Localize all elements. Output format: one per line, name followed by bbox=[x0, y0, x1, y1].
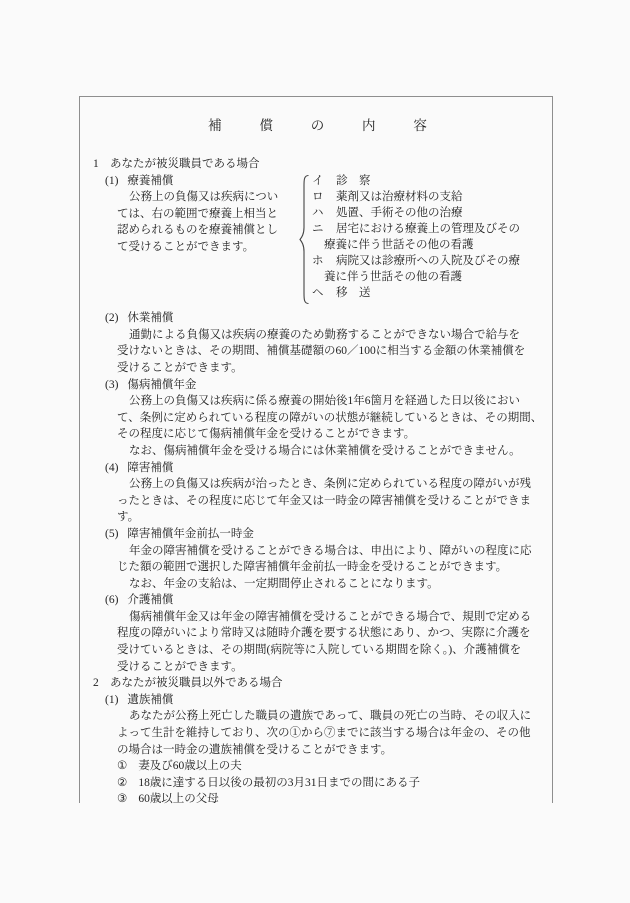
scope-list bbox=[312, 173, 520, 301]
list-item-label: 18歳に達する日以後の最初の3月31日までの間にある子 bbox=[138, 776, 421, 789]
section-number: (4) bbox=[105, 461, 119, 474]
scope-list-item bbox=[312, 221, 520, 253]
paragraph-line: 受けているときは、その期間(病院等に入院している期間を除く。)、介護補償を bbox=[117, 644, 522, 657]
paragraph bbox=[93, 708, 542, 758]
paragraph-line: じた額の範囲で選択した障害補償年金前払一時金を受けることができます。 bbox=[117, 561, 508, 574]
section-heading-label: 療養補償 bbox=[127, 174, 174, 187]
paragraph-line: 年金の障害補償を受けることができる場合は、申出により、障がいの程度に応 bbox=[129, 544, 532, 557]
section-number: (6) bbox=[105, 594, 119, 607]
katakana-marker: ハ bbox=[312, 206, 324, 219]
paragraph-line: 受けることができます。 bbox=[117, 361, 243, 374]
section-heading-label: 休業補償 bbox=[127, 312, 174, 325]
paragraph-line: ては、右の範囲で療養上相当と bbox=[117, 207, 278, 220]
section-heading-label: 介護補償 bbox=[127, 594, 174, 607]
two-column-block bbox=[93, 173, 542, 311]
page-title: 補償の内容 bbox=[208, 118, 465, 133]
circled-number: ① bbox=[117, 760, 128, 773]
scope-list-line bbox=[312, 285, 520, 301]
scope-list-line bbox=[312, 205, 520, 221]
left-column bbox=[93, 173, 299, 256]
paragraph-line: す。 bbox=[117, 511, 140, 524]
section-heading-label: 傷病補償年金 bbox=[127, 378, 197, 391]
section-heading-label: 遺族補償 bbox=[127, 693, 174, 706]
paragraph bbox=[93, 327, 542, 377]
scope-list-item bbox=[312, 253, 520, 285]
scope-list-item bbox=[312, 205, 520, 221]
paragraph-line: 受けることができます。 bbox=[117, 660, 243, 673]
katakana-marker: ホ bbox=[312, 254, 324, 267]
scope-list-line bbox=[312, 189, 520, 205]
section-heading-label: あなたが被災職員以外である場合 bbox=[110, 677, 283, 690]
document-frame bbox=[79, 96, 553, 806]
paragraph bbox=[93, 609, 542, 675]
scope-list-line: 養に伴う世話その他の看護 bbox=[324, 270, 462, 283]
paragraph-line: なお、傷病補償年金を受ける場合には休業補償を受けることができません。 bbox=[129, 444, 521, 457]
paragraph-line: 通勤による負傷又は疾病の療養のため勤務することができない場合で給与を bbox=[129, 328, 520, 341]
scope-list-line bbox=[312, 173, 520, 189]
scope-list-item bbox=[312, 173, 520, 189]
section-heading bbox=[93, 592, 542, 609]
paragraph-line: あなたが公務上死亡した職員の遺族であって、職員の死亡の当時、その収入に bbox=[129, 710, 532, 723]
left-curly-brace-icon bbox=[299, 174, 309, 311]
katakana-marker: ロ bbox=[312, 190, 324, 203]
katakana-marker: ヘ bbox=[312, 286, 324, 299]
section-number: (1) bbox=[105, 693, 119, 706]
paragraph-line: その程度に応じて傷病補償年金を受けることができます。 bbox=[117, 428, 416, 441]
section-heading bbox=[93, 173, 299, 190]
list-item bbox=[117, 775, 542, 792]
section-number: (5) bbox=[105, 527, 119, 540]
right-column bbox=[299, 173, 520, 311]
section-heading-label: 障害補償 bbox=[127, 461, 174, 474]
paragraph bbox=[93, 393, 542, 443]
circled-number-list bbox=[93, 758, 542, 808]
paragraph-line: て、条例に定められている程度の障がいの状態が継続しているときは、その期間、 bbox=[117, 411, 543, 424]
section-heading bbox=[93, 377, 542, 394]
scope-list-line bbox=[312, 221, 520, 237]
section-heading bbox=[93, 460, 542, 477]
section-number: (1) bbox=[105, 174, 119, 187]
section-heading bbox=[93, 156, 542, 173]
circled-number: ② bbox=[117, 776, 128, 789]
section-heading bbox=[93, 692, 542, 709]
list-item bbox=[117, 791, 542, 808]
circled-number: ③ bbox=[117, 793, 128, 806]
section-number: 1 bbox=[93, 158, 99, 170]
paragraph bbox=[93, 443, 542, 460]
paragraph-line: なお、年金の支給は、一定期間停止されることになります。 bbox=[129, 577, 439, 590]
paragraph-line: ったときは、その程度に応じて年金又は一時金の障害補償を受けることができま bbox=[117, 494, 531, 507]
scope-list-line bbox=[312, 253, 520, 269]
paragraph-line: よって生計を維持しており、次の①から⑦までに該当する場合は年金の、その他 bbox=[117, 727, 531, 740]
paragraph-line: 認められるものを療養補償とし bbox=[117, 224, 278, 237]
list-item-label: 妻及び60歳以上の夫 bbox=[138, 760, 242, 773]
section-number: (3) bbox=[105, 378, 119, 391]
document-body bbox=[93, 156, 542, 808]
paragraph bbox=[93, 476, 542, 526]
scope-item-label: 薬剤又は治療材料の支給 bbox=[336, 190, 463, 203]
paragraph-line: 公務上の負傷又は疾病が治ったとき、条例に定められている程度の障がいが残 bbox=[129, 478, 532, 491]
katakana-marker: ニ bbox=[312, 222, 324, 235]
list-item bbox=[117, 758, 542, 775]
scope-item-label: 病院又は診療所への入院及びその療 bbox=[336, 254, 520, 267]
scope-list-line: 療養に伴う世話その他の看護 bbox=[324, 238, 474, 251]
section-heading-label: 障害補償年金前払一時金 bbox=[127, 527, 254, 540]
paragraph bbox=[93, 189, 299, 255]
scope-item-label: 診 察 bbox=[336, 174, 371, 187]
section-heading bbox=[93, 526, 542, 543]
scope-item-label: 移 送 bbox=[336, 286, 371, 299]
section-heading bbox=[93, 310, 542, 327]
katakana-marker: イ bbox=[312, 174, 324, 187]
paragraph-line: 受けないときは、その期間、補償基礎額の60／100に相当する金額の休業補償を bbox=[117, 345, 526, 358]
paragraph-line: 傷病補償年金又は年金の障害補償を受けることができる場合で、規則で定める bbox=[129, 610, 532, 623]
section-number: (2) bbox=[105, 312, 119, 325]
scope-item-label: 処置、手術その他の治療 bbox=[336, 206, 463, 219]
section-number: 2 bbox=[93, 677, 99, 690]
paragraph-line: 程度の障がいにより常時又は随時介護を要する状態にあり、かつ、実際に介護を bbox=[117, 627, 531, 640]
paragraph bbox=[93, 576, 542, 593]
paragraph-line: て受けることができます。 bbox=[117, 240, 255, 253]
scope-list-item bbox=[312, 285, 520, 301]
section-heading-label: あなたが被災職員である場合 bbox=[110, 158, 260, 170]
paragraph-line: 公務上の負傷又は疾病につい bbox=[129, 191, 279, 204]
list-item-label: 60歳以上の父母 bbox=[138, 793, 219, 806]
section-heading bbox=[93, 675, 542, 692]
scope-list-item bbox=[312, 189, 520, 205]
scope-item-label: 居宅における療養上の管理及びその bbox=[336, 222, 520, 235]
paragraph-line: の場合は一時金の遺族補償を受けることができます。 bbox=[117, 743, 393, 756]
paragraph-line: 公務上の負傷又は疾病に係る療養の開始後1年6箇月を経過した日以後におい bbox=[129, 395, 520, 408]
paragraph bbox=[93, 543, 542, 576]
